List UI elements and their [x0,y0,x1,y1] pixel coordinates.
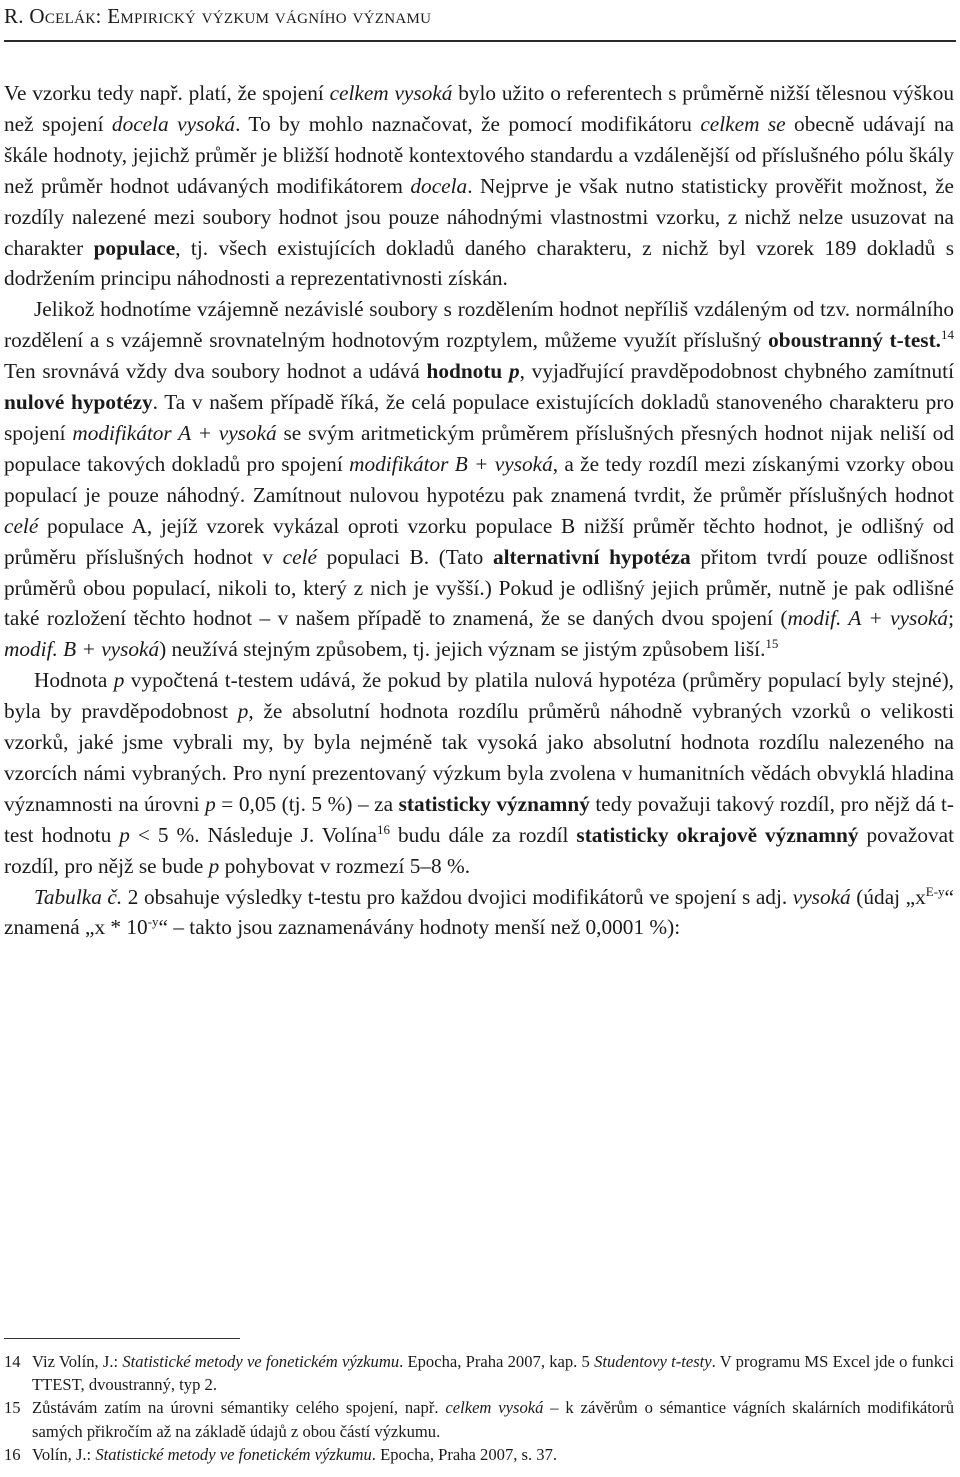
running-header [4,2,956,30]
text-run: . [935,328,941,353]
text-run: 2 obsahuje výsledky t-testu pro každou dvojici modifikátorů ve spojení s adj. [122,884,793,909]
paragraph [4,882,954,944]
footnote [4,1443,954,1466]
text-run: “ – takto jsou zaznamenávány hodnoty menší než 0,0001 %): [158,915,681,940]
footnote-ref: 15 [765,636,779,652]
footnote-number: 14 [4,1352,21,1371]
text-run: populace A, jejíž vzorek vykázal oproti vzorku populace B nižší průměr těchto hodnot, je odlišný od průměru příslušných hodnot v [4,513,954,569]
text-run: tedy považuji takový rozdíl, pro nějž dá t-test hodnotu [4,791,954,847]
text-run: modif. B + vysoká [4,637,160,662]
text-run: statisticky významný [398,791,590,816]
paragraph [4,665,954,881]
text-run: = 0,05 (tj. 5 %) – za [215,791,399,816]
footnote [4,1350,954,1396]
text-run: obecně udávají na škále hodnoty, jejichž průměr je bližší hodnotě kontextového standardu a vzdálenější od příslušného pólu škály než průměr hodnot udávaných modifikátorem [4,111,954,198]
text-run: přitom tvrdí pouze odlišnost průměrů obou populací, nikoli to, který z nich je vyšší.) Pokud je odlišný jejich průměr, nutně je pak odlišné také rozložení těchto hodnot – v našem případě to znamená, že se daných dvou spojení ( [4,544,954,631]
footnote-ref: 16 [377,821,390,837]
text-run: celé [4,513,39,538]
text-run: p [237,699,249,724]
text-run: celkem vysoká [329,81,453,105]
footnote [4,1396,954,1442]
text-run: , že absolutní hodnota rozdílu průměrů náhodně vybraných vzorků o velikosti vzorků, jaké jsme vybrali my, by byla nejméně tak vysoká jako absolutní hodnota rozdílu nalezeného na vzorcích námi vybraných. Pro nyní prezentovaný výzkum byla zvolena v humanitních vědách obvyklá hladina významnosti na úrovni [4,699,954,816]
text-run: alternativní hypotéza [492,544,691,569]
text-run: . Nejprve je však nutno statisticky prověřit možnost, že rozdíly nalezené mezi soubory hodnot jsou pouze náhodnými vlastnostmi vzorku, z nichž nelze usuzovat na charakter [4,173,954,260]
text-run: Viz Volín, J.: [32,1352,123,1371]
text-run: (údaj „x [850,884,926,909]
text-run: Jelikož hodnotíme vzájemně nezávislé soubory s rozdělením hodnot nepříliš vzdáleným od tzv. normálního rozdělení a s vzájemně srovnatelným hodnotovým rozptylem, můžeme využít příslušný [4,297,954,353]
text-run: celé [282,544,317,569]
text-run: , tj. všech existujících dokladů daného charakteru, z nichž byl vzorek 189 dokladů s dodržením principu náhodnosti a reprezentativnosti získán. [4,235,954,291]
text-run: . Epocha, Praha 2007, kap. 5 [399,1352,595,1371]
text-run: vypočtená t-testem udává, že pokud by platila nulová hypotéza (průměry populací byly stejné), byla by pravděpodobnost [4,668,954,724]
text-run: pohybovat v rozmezí 5–8 %. [219,853,471,878]
footnote-text [32,1352,954,1394]
text-run: považovat rozdíl, pro nějž se bude [4,822,955,878]
text-run: p [205,791,216,816]
footnote-number: 16 [4,1444,21,1464]
text-run: populace [93,235,176,260]
text-run: populaci B. (Tato [316,544,493,569]
text-run: modifikátor B + vysoká [349,451,553,476]
text-run: celkem se [700,111,786,136]
footnote-ref: -y [147,914,159,930]
text-run: , vyjadřující pravděpodobnost chybného zamítnutí [519,359,954,384]
text-run: . Ta v našem případě říká, že celá populace existujících dokladů stanoveného charakteru pro spojení [4,390,955,445]
text-run: . Epocha, Praha 2007, s. 37. [371,1444,558,1464]
text-run: statisticky okrajově významný [576,822,859,847]
text-run: docela [410,173,468,198]
text-run: . V programu MS Excel jde o funkci TTEST, dvoustranný, typ 2. [32,1352,954,1395]
text-run: Tabulka č. [34,884,123,909]
text-run: modif. A + vysoká [787,606,949,631]
footnote-ref: E-y [925,883,945,899]
text-run: docela vysoká [111,111,236,136]
text-run: vysoká [792,884,851,909]
text-run: modifikátor A + vysoká [72,420,277,445]
text-run: se svým aritmetickým průměrem příslušných přesných hodnot nijak neliší od populace takových dokladů pro spojení [4,420,954,476]
text-run: nulové hypotézy [4,390,153,415]
text-run: p [119,822,130,847]
running-title: R. Oceláк: Empirický výzkum vágního významu [4,4,432,28]
footnote-number: 15 [4,1398,21,1418]
text-run: “ znamená „x * 10 [4,884,954,940]
text-run: p [113,668,125,693]
text-run: celkem vysoká [445,1398,544,1418]
text-run: , a že tedy rozdíl mezi získanými vzorky obou populací je pouze náhodný. Zamítnout nulovou hypotézu pak znamená tvrdit, že průměr příslušných hodnot [4,451,954,507]
footnote-ref: 14 [941,327,954,343]
text-run: Statistické metody ve fonetickém výzkumu [122,1352,400,1371]
paragraph [4,294,954,665]
text-run: Zůstávám zatím na úrovni sémantiky celého spojení, např. [32,1398,446,1418]
text-run: . To by mohlo naznačovat, že pomocí modifikátoru [235,111,701,136]
text-run: budu dále za rozdíl [390,822,577,847]
header-rule [4,40,956,42]
paragraph [4,78,954,294]
text-run: p [208,853,220,878]
text-run: Ve vzorku tedy např. platí, že spojení [4,81,330,105]
footnote-text [32,1445,557,1464]
text-run: – k závěrům o sémantice vágních skalárních modifikátorů samých přikročím až na základě údajů z obou částí výzkumu. [32,1398,954,1441]
text-run: < 5 %. Následuje J. Volína [129,822,377,847]
text-run: ; [948,606,954,631]
text-run: bylo užito o referentech s průměrně nižší tělesnou výškou než spojení [4,81,954,136]
footnote-rule [4,1338,240,1339]
article-body [4,78,954,943]
text-run: Hodnota [34,668,114,693]
text-run: ) neužívá stejným způsobem, tj. jejich význam se jistým způsobem liší. [159,637,766,662]
footnotes [4,1350,954,1466]
text-run: Studentovy t-testy [594,1352,712,1371]
text-run: hodnotu [426,359,509,384]
footnote-text [32,1398,954,1440]
text-run: Statistické metody ve fonetickém výzkumu [95,1444,372,1464]
text-run: Volín, J.: [32,1444,96,1464]
text-run: p [508,359,520,384]
text-run: Ten srovnává vždy dva soubory hodnot a udává [4,359,427,384]
text-run: oboustranný t-test [768,328,936,353]
